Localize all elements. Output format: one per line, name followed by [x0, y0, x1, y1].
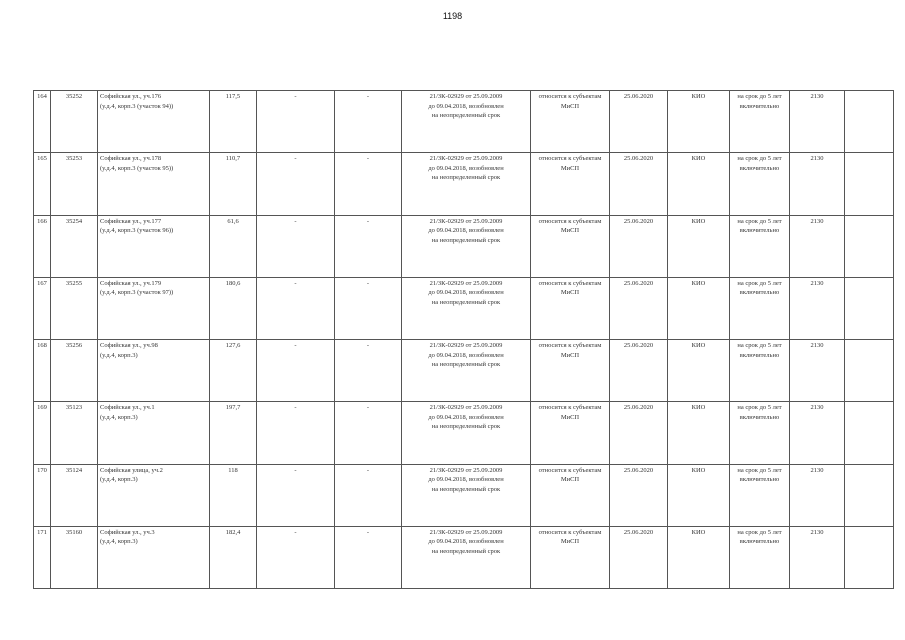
code-cell — [790, 91, 845, 153]
category-line: относится к субъектам — [538, 279, 602, 287]
organization-line: КИО — [691, 466, 706, 474]
agreement-line: на неопределенный срок — [431, 485, 501, 493]
row-number-line: 171 — [37, 528, 47, 536]
empty-cell — [845, 464, 894, 526]
lease-term-cell — [730, 153, 790, 215]
agreement-line: на неопределенный срок — [431, 112, 501, 119]
area-line: 110,7 — [225, 155, 241, 163]
category-line: относится к субъектам — [538, 404, 602, 412]
lease-term-cell — [730, 277, 790, 339]
organization-cell — [668, 153, 730, 215]
lease-term-cell — [730, 526, 790, 588]
date-line: 25.06.2020 — [623, 404, 654, 412]
organization-cell — [668, 402, 730, 464]
object-id-cell — [51, 340, 98, 402]
address-cell — [98, 526, 210, 588]
agreement-line: до 09.04.2018, возобновлен — [428, 289, 504, 297]
row-number-cell — [34, 526, 51, 588]
area-cell — [210, 153, 257, 215]
dash-cell — [335, 464, 402, 526]
address-line: Софийская ул., уч.178 — [100, 155, 162, 163]
organization-cell — [668, 526, 730, 588]
organization-cell — [668, 340, 730, 402]
organization-line: КИО — [691, 404, 706, 412]
address-line: (у.д.4, корп.3) — [100, 351, 138, 359]
area-cell — [210, 464, 257, 526]
agreement-cell — [402, 91, 531, 153]
object-id-line: 35252 — [65, 93, 83, 100]
row-number-line: 165 — [37, 155, 47, 163]
address-line: Софийская ул., уч.179 — [100, 279, 162, 287]
agreement-line: 21/ЗК-02929 от 25.09.2009 — [429, 466, 503, 474]
agreement-line: 21/ЗК-02929 от 25.09.2009 — [429, 528, 503, 536]
agreement-line: на неопределенный срок — [431, 423, 501, 431]
lease-term-line: включительно — [739, 413, 780, 421]
category-line: МиСП — [560, 413, 580, 421]
lease-term-line: включительно — [739, 476, 780, 483]
table-body — [34, 91, 894, 589]
category-line: относится к субъектам — [538, 528, 602, 536]
lease-term-line: на срок до 5 лет — [737, 404, 782, 412]
row-number-line: 169 — [37, 404, 47, 412]
lease-term-cell — [730, 464, 790, 526]
table-row — [34, 153, 894, 215]
category-line: относится к субъектам — [538, 93, 602, 100]
code-line: 2130 — [810, 93, 824, 100]
category-cell — [531, 402, 610, 464]
object-id-line: 35256 — [65, 342, 83, 349]
lease-term-cell — [730, 91, 790, 153]
dash-line: - — [294, 466, 297, 474]
category-line: МиСП — [560, 227, 580, 234]
area-cell — [210, 277, 257, 339]
dash-cell — [335, 215, 402, 277]
object-id-line: 35124 — [65, 466, 83, 474]
date-cell — [610, 464, 668, 526]
agreement-line: на неопределенный срок — [431, 361, 501, 368]
agreement-cell — [402, 340, 531, 402]
lease-term-line: включительно — [739, 164, 780, 172]
dash-cell — [257, 526, 335, 588]
address-cell — [98, 153, 210, 215]
category-cell — [531, 277, 610, 339]
object-id-cell — [51, 91, 98, 153]
table-row — [34, 526, 894, 588]
code-line: 2130 — [810, 528, 824, 536]
code-line: 2130 — [810, 279, 824, 287]
dash-line: - — [294, 155, 297, 163]
category-cell — [531, 340, 610, 402]
category-line: относится к субъектам — [538, 342, 602, 349]
category-line: относится к субъектам — [538, 155, 602, 163]
empty-cell — [845, 153, 894, 215]
object-id-line: 35123 — [65, 404, 83, 412]
agreement-line: 21/ЗК-02929 от 25.09.2009 — [429, 155, 503, 163]
date-cell — [610, 526, 668, 588]
agreement-cell — [402, 526, 531, 588]
dash-line: - — [366, 279, 370, 287]
object-id-line: 35160 — [65, 528, 83, 536]
organization-cell — [668, 215, 730, 277]
address-cell — [98, 402, 210, 464]
dash-line: - — [366, 528, 370, 536]
empty-cell — [845, 277, 894, 339]
empty-cell — [845, 526, 894, 588]
category-cell — [531, 526, 610, 588]
row-number-line: 168 — [37, 342, 47, 349]
lease-term-line: включительно — [739, 227, 780, 234]
agreement-line: 21/ЗК-02929 от 25.09.2009 — [429, 217, 503, 225]
agreement-line: на неопределенный срок — [431, 236, 501, 244]
category-cell — [531, 91, 610, 153]
object-id-line: 35254 — [65, 217, 83, 225]
date-line: 25.06.2020 — [623, 342, 654, 349]
code-cell — [790, 526, 845, 588]
address-cell — [98, 464, 210, 526]
dash-cell — [257, 464, 335, 526]
row-number-line: 167 — [37, 279, 47, 287]
organization-cell — [668, 91, 730, 153]
lease-term-cell — [730, 340, 790, 402]
lease-term-cell — [730, 215, 790, 277]
date-line: 25.06.2020 — [623, 217, 654, 225]
dash-line: - — [366, 342, 370, 349]
area-cell — [210, 91, 257, 153]
lease-term-line: включительно — [739, 289, 780, 297]
address-line: (у.д.4, корп.3) — [100, 413, 138, 421]
category-line: МиСП — [560, 102, 580, 110]
code-line: 2130 — [810, 155, 824, 163]
dash-cell — [257, 340, 335, 402]
date-line: 25.06.2020 — [623, 279, 654, 287]
code-line: 2130 — [810, 466, 824, 474]
category-line: относится к субъектам — [538, 466, 602, 474]
dash-cell — [257, 91, 335, 153]
row-number-cell — [34, 153, 51, 215]
address-line: (у.д.4, корп.3 (участок 94)) — [100, 102, 174, 110]
address-cell — [98, 277, 210, 339]
address-line: Софийская ул., уч.176 — [100, 93, 162, 100]
row-number-cell — [34, 277, 51, 339]
address-line: (у.д.4, корп.3 (участок 96)) — [100, 227, 174, 234]
dash-cell — [335, 153, 402, 215]
address-line: (у.д.4, корп.3) — [100, 538, 138, 546]
address-line: Софийская улица, уч.2 — [100, 466, 163, 474]
table-row — [34, 340, 894, 402]
table-row — [34, 464, 894, 526]
dash-line: - — [366, 93, 370, 100]
agreement-line: 21/ЗК-02929 от 25.09.2009 — [429, 93, 503, 100]
category-cell — [531, 464, 610, 526]
area-cell — [210, 340, 257, 402]
area-line: 182,4 — [225, 528, 241, 536]
agreement-line: на неопределенный срок — [431, 174, 501, 182]
agreement-line: 21/ЗК-02929 от 25.09.2009 — [429, 404, 503, 412]
code-line: 2130 — [810, 404, 824, 412]
area-line: 127,6 — [225, 342, 241, 349]
code-line: 2130 — [810, 217, 824, 225]
code-cell — [790, 277, 845, 339]
category-line: МиСП — [560, 476, 580, 483]
row-number-cell — [34, 91, 51, 153]
category-line: МиСП — [560, 538, 580, 546]
organization-cell — [668, 277, 730, 339]
category-cell — [531, 153, 610, 215]
agreement-line: до 09.04.2018, возобновлен — [428, 538, 504, 546]
agreement-cell — [402, 402, 531, 464]
address-cell — [98, 91, 210, 153]
object-id-cell — [51, 277, 98, 339]
area-line: 117,5 — [225, 93, 241, 100]
area-line: 180,6 — [225, 279, 241, 287]
date-line: 25.06.2020 — [623, 528, 654, 536]
object-id-cell — [51, 215, 98, 277]
dash-cell — [335, 402, 402, 464]
agreement-line: до 09.04.2018, возобновлен — [428, 227, 504, 234]
dash-cell — [257, 402, 335, 464]
dash-cell — [335, 277, 402, 339]
code-cell — [790, 153, 845, 215]
date-line: 25.06.2020 — [623, 93, 654, 100]
date-cell — [610, 153, 668, 215]
agreement-cell — [402, 153, 531, 215]
address-cell — [98, 340, 210, 402]
agreement-line: до 09.04.2018, возобновлен — [428, 476, 504, 483]
lease-term-line: на срок до 5 лет — [737, 217, 782, 225]
date-line: 25.06.2020 — [623, 155, 654, 163]
dash-line: - — [294, 404, 297, 412]
area-cell — [210, 526, 257, 588]
lease-term-line: на срок до 5 лет — [737, 155, 782, 163]
agreement-line: до 09.04.2018, возобновлен — [428, 351, 504, 359]
address-line: (у.д.4, корп.3) — [100, 476, 138, 483]
organization-line: КИО — [691, 155, 706, 163]
page-number: 1198 — [442, 11, 463, 21]
dash-line: - — [294, 528, 297, 536]
dash-cell — [257, 277, 335, 339]
date-line: 25.06.2020 — [623, 466, 654, 474]
table-row — [34, 402, 894, 464]
row-number-cell — [34, 340, 51, 402]
row-number-line: 164 — [37, 93, 47, 100]
table-row — [34, 91, 894, 153]
registry-table — [33, 90, 894, 589]
agreement-cell — [402, 464, 531, 526]
category-line: МиСП — [560, 351, 580, 359]
agreement-line: 21/ЗК-02929 от 25.09.2009 — [429, 279, 503, 287]
code-cell — [790, 402, 845, 464]
lease-term-line: на срок до 5 лет — [737, 93, 782, 100]
organization-cell — [668, 464, 730, 526]
agreement-line: до 09.04.2018, возобновлен — [428, 413, 504, 421]
address-line: Софийская ул., уч.98 — [100, 342, 158, 349]
agreement-line: до 09.04.2018, возобновлен — [428, 102, 504, 110]
empty-cell — [845, 402, 894, 464]
date-cell — [610, 402, 668, 464]
row-number-cell — [34, 215, 51, 277]
code-cell — [790, 340, 845, 402]
agreement-cell — [402, 277, 531, 339]
area-line: 61,6 — [227, 217, 239, 225]
organization-line: КИО — [691, 217, 706, 225]
dash-line: - — [294, 279, 297, 287]
dash-line: - — [294, 217, 297, 225]
dash-line: - — [366, 404, 370, 412]
object-id-line: 35255 — [65, 279, 83, 287]
dash-cell — [257, 153, 335, 215]
date-cell — [610, 340, 668, 402]
organization-line: КИО — [691, 279, 706, 287]
category-cell — [531, 215, 610, 277]
address-line: (у.д.4, корп.3 (участок 95)) — [100, 164, 174, 172]
code-cell — [790, 464, 845, 526]
agreement-line: на неопределенный срок — [431, 547, 501, 555]
category-line: МиСП — [560, 164, 580, 172]
date-cell — [610, 215, 668, 277]
dash-cell — [335, 340, 402, 402]
row-number-line: 166 — [37, 217, 47, 225]
organization-line: КИО — [691, 93, 706, 100]
organization-line: КИО — [691, 528, 706, 536]
object-id-line: 35253 — [65, 155, 83, 163]
dash-cell — [335, 526, 402, 588]
category-line: относится к субъектам — [538, 217, 602, 225]
object-id-cell — [51, 402, 98, 464]
agreement-cell — [402, 215, 531, 277]
row-number-cell — [34, 402, 51, 464]
date-cell — [610, 277, 668, 339]
code-cell — [790, 215, 845, 277]
dash-line: - — [366, 217, 370, 225]
dash-cell — [257, 215, 335, 277]
agreement-line: до 09.04.2018, возобновлен — [428, 164, 504, 172]
address-cell — [98, 215, 210, 277]
date-cell — [610, 91, 668, 153]
lease-term-line: включительно — [739, 102, 780, 110]
area-line: 118 — [228, 466, 238, 474]
lease-term-cell — [730, 402, 790, 464]
row-number-cell — [34, 464, 51, 526]
dash-cell — [335, 91, 402, 153]
empty-cell — [845, 340, 894, 402]
lease-term-line: на срок до 5 лет — [737, 279, 782, 287]
category-line: МиСП — [560, 289, 580, 297]
table-row — [34, 277, 894, 339]
area-cell — [210, 215, 257, 277]
object-id-cell — [51, 464, 98, 526]
lease-term-line: на срок до 5 лет — [737, 466, 782, 474]
dash-line: - — [366, 155, 370, 163]
area-cell — [210, 402, 257, 464]
lease-term-line: включительно — [739, 538, 780, 546]
address-line: Софийская ул., уч.3 — [100, 528, 155, 536]
address-line: Софийская ул., уч.1 — [100, 404, 155, 412]
object-id-cell — [51, 153, 98, 215]
empty-cell — [845, 215, 894, 277]
table-row — [34, 215, 894, 277]
organization-line: КИО — [691, 342, 706, 349]
code-line: 2130 — [810, 342, 824, 349]
address-line: (у.д.4, корп.3 (участок 97)) — [100, 289, 174, 297]
agreement-line: 21/ЗК-02929 от 25.09.2009 — [429, 342, 503, 349]
row-number-line: 170 — [37, 466, 47, 474]
dash-line: - — [294, 342, 297, 349]
agreement-line: на неопределенный срок — [431, 298, 501, 306]
lease-term-line: на срок до 5 лет — [737, 528, 782, 536]
empty-cell — [845, 91, 894, 153]
dash-line: - — [294, 93, 297, 100]
lease-term-line: на срок до 5 лет — [737, 342, 782, 349]
area-line: 197,7 — [225, 404, 241, 412]
address-line: Софийская ул., уч.177 — [100, 217, 162, 225]
dash-line: - — [366, 466, 370, 474]
object-id-cell — [51, 526, 98, 588]
lease-term-line: включительно — [739, 351, 780, 359]
